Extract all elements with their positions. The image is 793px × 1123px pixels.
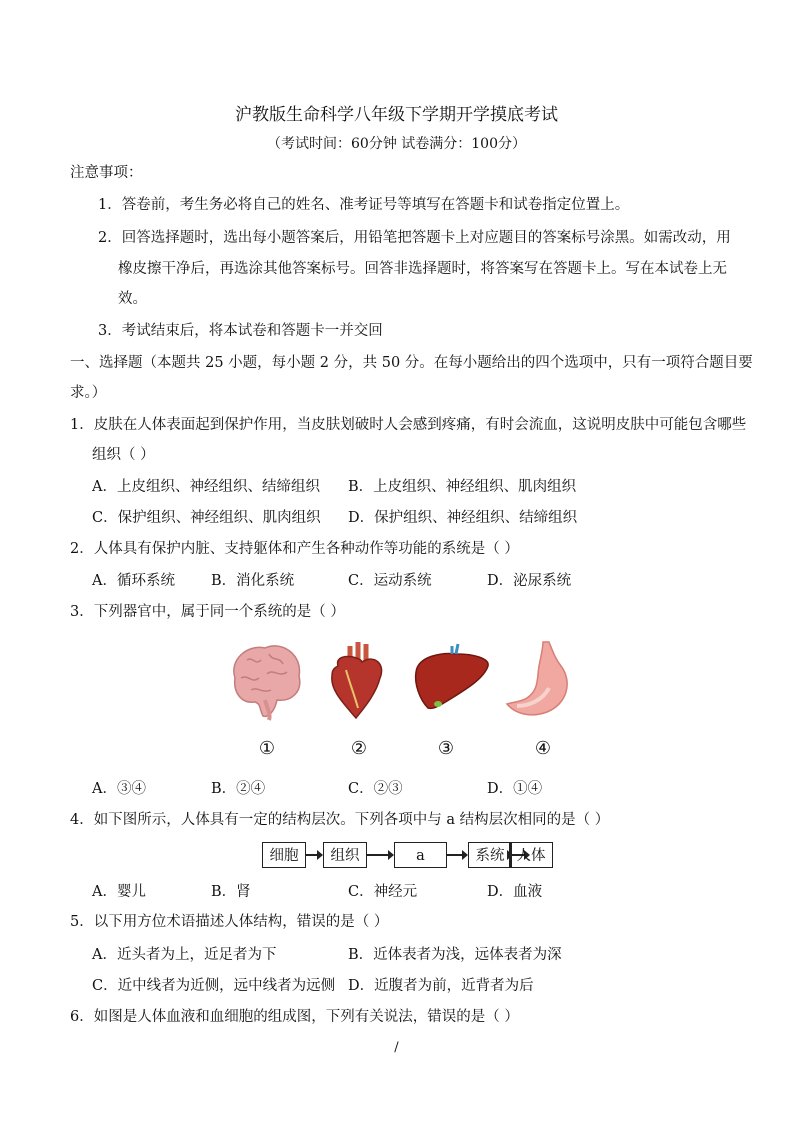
q2-option-c: C．运动系统 [348,573,432,589]
notice-item-2-cont: 橡皮擦干净后，再选涂其他答案标号。回答非选择题时，将答案写在答题卡上。写在本试卷上无 [118,261,727,277]
organ-label-1: ① [258,738,276,759]
q3-option-d: D．①④ [487,781,543,797]
notice-heading: 注意事项： [70,165,143,181]
q4-option-d: D．血液 [487,884,543,900]
page-footer: / [394,1040,399,1055]
flow-box-cell: 细胞 [262,842,306,868]
q5-option-c: C．近中线者为近侧，远中线者为远侧 [92,978,336,994]
q1-stem-cont: 组织（ ） [92,447,155,463]
q4-option-b: B．肾 [211,884,251,900]
notice-item-2: 2．回答选择题时，选出每小题答案后，用铅笔把答题卡上对应题目的答案标号涂黑。如需改动，用 [98,230,731,246]
notice-item-3: 3．考试结束后，将本试卷和答题卡一并交回 [98,323,383,339]
q3-option-c: C．②③ [348,781,403,797]
notice-item-1: 1．答卷前，考生务必将自己的姓名、准考证号等填写在答题卡和试卷指定位置上。 [98,197,630,213]
q5-option-a: A．近头者为上，近足者为下 [92,947,277,963]
q4-option-c: C．神经元 [348,884,418,900]
flow-box-tissue: 组织 [323,842,367,868]
section-heading: 一、选择题（本题共 25 小题，每小题 2 分，共 50 分。在每小题给出的四个选项中，只有一项符合题目要 [70,355,753,371]
q5-option-b: B．近体表者为浅，远体表者为深 [348,947,562,963]
q2-option-d: D．泌尿系统 [487,573,572,589]
q1-option-c: C．保护组织、神经组织、肌肉组织 [92,510,321,526]
organ-label-4: ④ [534,738,552,759]
organ-figure [225,638,585,764]
q1-stem: 1．皮肤在人体表面起到保护作用，当皮肤划破时人会感到疼痛，有时会流血，这说明皮肤中可能包含哪些 [70,417,747,433]
flow-box-body: 人体 [509,842,553,868]
q4-stem: 4．如下图所示，人体具有一定的结构层次。下列各项中与 a 结构层次相同的是（ ） [70,812,610,828]
section-heading-cont: 求。） [70,385,107,401]
notice-item-2-cont2: 效。 [118,291,147,307]
q1-option-a: A．上皮组织、神经组织、结缔组织 [92,479,320,495]
q3-option-a: A．③④ [92,781,146,797]
flow-arrow [306,854,322,856]
organ-label-2: ② [350,738,368,759]
heart-image [320,638,400,722]
liver-image [412,638,492,722]
q5-option-d: D．近腹者为前，近背者为后 [348,978,534,994]
flow-arrow [447,854,467,856]
stomach-image [503,638,583,722]
flow-arrow [367,854,393,856]
q5-stem: 5．以下用方位术语描述人体结构，错误的是（ ） [70,914,389,930]
q2-stem: 2．人体具有保护内脏、支持躯体和产生各种动作等功能的系统是（ ） [70,541,519,557]
q6-stem: 6．如图是人体血液和血细胞的组成图，下列有关说法，错误的是（ ） [70,1009,519,1025]
q2-option-a: A．循环系统 [92,573,175,589]
q2-option-b: B．消化系统 [211,573,295,589]
page-title: 沪教版生命科学八年级下学期开学摸底考试 [235,105,558,125]
brain-image [225,638,305,722]
q1-option-b: B．上皮组织、神经组织、肌肉组织 [348,479,577,495]
flow-box-a: a [394,842,447,868]
q4-option-a: A．婴儿 [92,884,146,900]
organ-label-3: ③ [437,738,455,759]
q3-option-b: B．②④ [211,781,266,797]
q3-stem: 3．下列器官中，属于同一个系统的是（ ） [70,604,345,620]
flow-box-system: 系统 [468,842,512,868]
q1-option-d: D．保护组织、神经组织、结缔组织 [348,510,578,526]
page-subtitle: （考试时间：60分钟 试卷满分：100分） [267,136,526,152]
